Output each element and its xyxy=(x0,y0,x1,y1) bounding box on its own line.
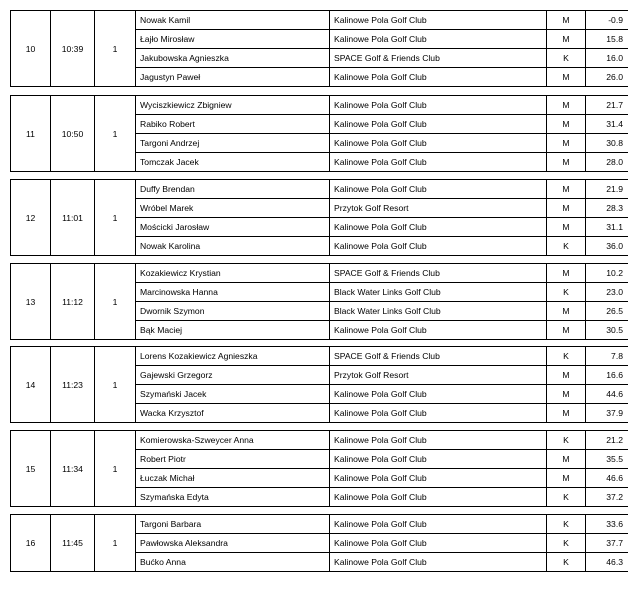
table-row xyxy=(11,264,628,283)
player-club: Kalinowe Pola Golf Club xyxy=(330,218,547,237)
player-handicap: 23.0 xyxy=(586,283,628,302)
player-sex: M xyxy=(547,302,586,321)
player-sex: M xyxy=(547,469,586,488)
tee-time: 10:50 xyxy=(51,96,95,172)
player-club: Kalinowe Pola Golf Club xyxy=(330,96,547,115)
player-handicap: 15.8 xyxy=(586,30,628,49)
tee-number: 1 xyxy=(95,347,136,423)
table-row xyxy=(11,431,628,450)
player-club: Kalinowe Pola Golf Club xyxy=(330,321,547,340)
player-handicap: 35.5 xyxy=(586,450,628,469)
player-sex: M xyxy=(547,321,586,340)
player-name: Duffy Brendan xyxy=(136,180,330,199)
player-club: Przytok Golf Resort xyxy=(330,199,547,218)
player-handicap: 21.7 xyxy=(586,96,628,115)
player-sex: M xyxy=(547,68,586,87)
player-sex: K xyxy=(547,488,586,507)
player-sex: M xyxy=(547,96,586,115)
player-club: Kalinowe Pola Golf Club xyxy=(330,11,547,30)
player-sex: M xyxy=(547,199,586,218)
player-handicap: 16.0 xyxy=(586,49,628,68)
player-name: Nowak Kamil xyxy=(136,11,330,30)
player-name: Dwornik Szymon xyxy=(136,302,330,321)
player-sex: M xyxy=(547,134,586,153)
player-handicap: 28.0 xyxy=(586,153,628,172)
player-sex: M xyxy=(547,450,586,469)
player-handicap: 28.3 xyxy=(586,199,628,218)
player-handicap: 46.3 xyxy=(586,553,628,572)
player-name: Tomczak Jacek xyxy=(136,153,330,172)
tee-time: 11:34 xyxy=(51,431,95,507)
tee-time: 11:12 xyxy=(51,264,95,340)
flight-group-10 xyxy=(10,10,628,87)
player-sex: K xyxy=(547,49,586,68)
player-name: Wacka Krzysztof xyxy=(136,404,330,423)
player-name: Jakubowska Agnieszka xyxy=(136,49,330,68)
player-handicap: 37.7 xyxy=(586,534,628,553)
flight-number: 10 xyxy=(11,11,51,87)
player-name: Mościcki Jarosław xyxy=(136,218,330,237)
player-club: Kalinowe Pola Golf Club xyxy=(330,153,547,172)
flight-group-14 xyxy=(10,346,628,423)
player-sex: K xyxy=(547,515,586,534)
player-handicap: 26.0 xyxy=(586,68,628,87)
player-club: Przytok Golf Resort xyxy=(330,366,547,385)
player-handicap: 31.1 xyxy=(586,218,628,237)
tee-number: 1 xyxy=(95,264,136,340)
tee-number: 1 xyxy=(95,431,136,507)
player-handicap: -0.9 xyxy=(586,11,628,30)
player-name: Łajło Mirosław xyxy=(136,30,330,49)
flight-group-11 xyxy=(10,95,628,172)
player-club: Black Water Links Golf Club xyxy=(330,283,547,302)
tee-number: 1 xyxy=(95,11,136,87)
tee-number: 1 xyxy=(95,515,136,572)
player-club: SPACE Golf & Friends Club xyxy=(330,347,547,366)
player-name: Szymański Jacek xyxy=(136,385,330,404)
flight-group-13 xyxy=(10,263,628,340)
flight-number: 13 xyxy=(11,264,51,340)
flight-group-15 xyxy=(10,430,628,507)
player-sex: M xyxy=(547,218,586,237)
player-name: Szymańska Edyta xyxy=(136,488,330,507)
player-club: Kalinowe Pola Golf Club xyxy=(330,385,547,404)
player-sex: M xyxy=(547,153,586,172)
table-row xyxy=(11,180,628,199)
flight-number: 12 xyxy=(11,180,51,256)
player-name: Marcinowska Hanna xyxy=(136,283,330,302)
player-name: Bąk Maciej xyxy=(136,321,330,340)
player-sex: M xyxy=(547,264,586,283)
player-sex: M xyxy=(547,115,586,134)
player-name: Lorens Kozakiewicz Agnieszka xyxy=(136,347,330,366)
player-handicap: 31.4 xyxy=(586,115,628,134)
player-name: Targoni Barbara xyxy=(136,515,330,534)
player-handicap: 37.9 xyxy=(586,404,628,423)
player-name: Kozakiewicz Krystian xyxy=(136,264,330,283)
player-sex: M xyxy=(547,180,586,199)
player-club: Kalinowe Pola Golf Club xyxy=(330,237,547,256)
player-name: Jagustyn Paweł xyxy=(136,68,330,87)
player-name: Łuczak Michał xyxy=(136,469,330,488)
player-sex: M xyxy=(547,404,586,423)
player-club: Kalinowe Pola Golf Club xyxy=(330,553,547,572)
player-club: SPACE Golf & Friends Club xyxy=(330,49,547,68)
player-club: SPACE Golf & Friends Club xyxy=(330,264,547,283)
player-club: Kalinowe Pola Golf Club xyxy=(330,134,547,153)
tee-time: 11:01 xyxy=(51,180,95,256)
tee-number: 1 xyxy=(95,96,136,172)
player-club: Kalinowe Pola Golf Club xyxy=(330,450,547,469)
player-handicap: 26.5 xyxy=(586,302,628,321)
flight-group-16 xyxy=(10,514,628,572)
player-name: Nowak Karolina xyxy=(136,237,330,256)
player-club: Kalinowe Pola Golf Club xyxy=(330,30,547,49)
player-name: Wróbel Marek xyxy=(136,199,330,218)
player-sex: K xyxy=(547,553,586,572)
player-club: Kalinowe Pola Golf Club xyxy=(330,515,547,534)
table-row xyxy=(11,11,628,30)
player-handicap: 36.0 xyxy=(586,237,628,256)
table-row xyxy=(11,515,628,534)
player-name: Komierowska-Szweycer Anna xyxy=(136,431,330,450)
player-sex: M xyxy=(547,30,586,49)
player-club: Kalinowe Pola Golf Club xyxy=(330,534,547,553)
player-sex: K xyxy=(547,283,586,302)
tee-time: 11:23 xyxy=(51,347,95,423)
player-handicap: 33.6 xyxy=(586,515,628,534)
player-club: Kalinowe Pola Golf Club xyxy=(330,469,547,488)
player-club: Kalinowe Pola Golf Club xyxy=(330,488,547,507)
player-handicap: 7.8 xyxy=(586,347,628,366)
table-row xyxy=(11,96,628,115)
player-name: Pawłowska Aleksandra xyxy=(136,534,330,553)
player-sex: K xyxy=(547,431,586,450)
player-handicap: 16.6 xyxy=(586,366,628,385)
table-row xyxy=(11,347,628,366)
flight-number: 15 xyxy=(11,431,51,507)
tee-time: 11:45 xyxy=(51,515,95,572)
player-name: Wyciszkiewicz Zbigniew xyxy=(136,96,330,115)
player-sex: K xyxy=(547,347,586,366)
flight-number: 14 xyxy=(11,347,51,423)
player-handicap: 46.6 xyxy=(586,469,628,488)
player-name: Gajewski Grzegorz xyxy=(136,366,330,385)
player-name: Robert Piotr xyxy=(136,450,330,469)
player-sex: M xyxy=(547,11,586,30)
player-sex: K xyxy=(547,534,586,553)
player-handicap: 21.2 xyxy=(586,431,628,450)
flight-group-12 xyxy=(10,179,628,256)
player-club: Kalinowe Pola Golf Club xyxy=(330,68,547,87)
player-handicap: 44.6 xyxy=(586,385,628,404)
player-club: Kalinowe Pola Golf Club xyxy=(330,115,547,134)
player-handicap: 30.5 xyxy=(586,321,628,340)
player-sex: K xyxy=(547,237,586,256)
tee-time: 10:39 xyxy=(51,11,95,87)
player-name: Rabiko Robert xyxy=(136,115,330,134)
player-sex: M xyxy=(547,385,586,404)
player-handicap: 10.2 xyxy=(586,264,628,283)
player-handicap: 21.9 xyxy=(586,180,628,199)
player-name: Targoni Andrzej xyxy=(136,134,330,153)
player-sex: M xyxy=(547,366,586,385)
player-handicap: 30.8 xyxy=(586,134,628,153)
flight-number: 16 xyxy=(11,515,51,572)
flight-number: 11 xyxy=(11,96,51,172)
player-name: Bućko Anna xyxy=(136,553,330,572)
player-club: Kalinowe Pola Golf Club xyxy=(330,431,547,450)
player-handicap: 37.2 xyxy=(586,488,628,507)
player-club: Kalinowe Pola Golf Club xyxy=(330,180,547,199)
player-club: Black Water Links Golf Club xyxy=(330,302,547,321)
tee-number: 1 xyxy=(95,180,136,256)
player-club: Kalinowe Pola Golf Club xyxy=(330,404,547,423)
